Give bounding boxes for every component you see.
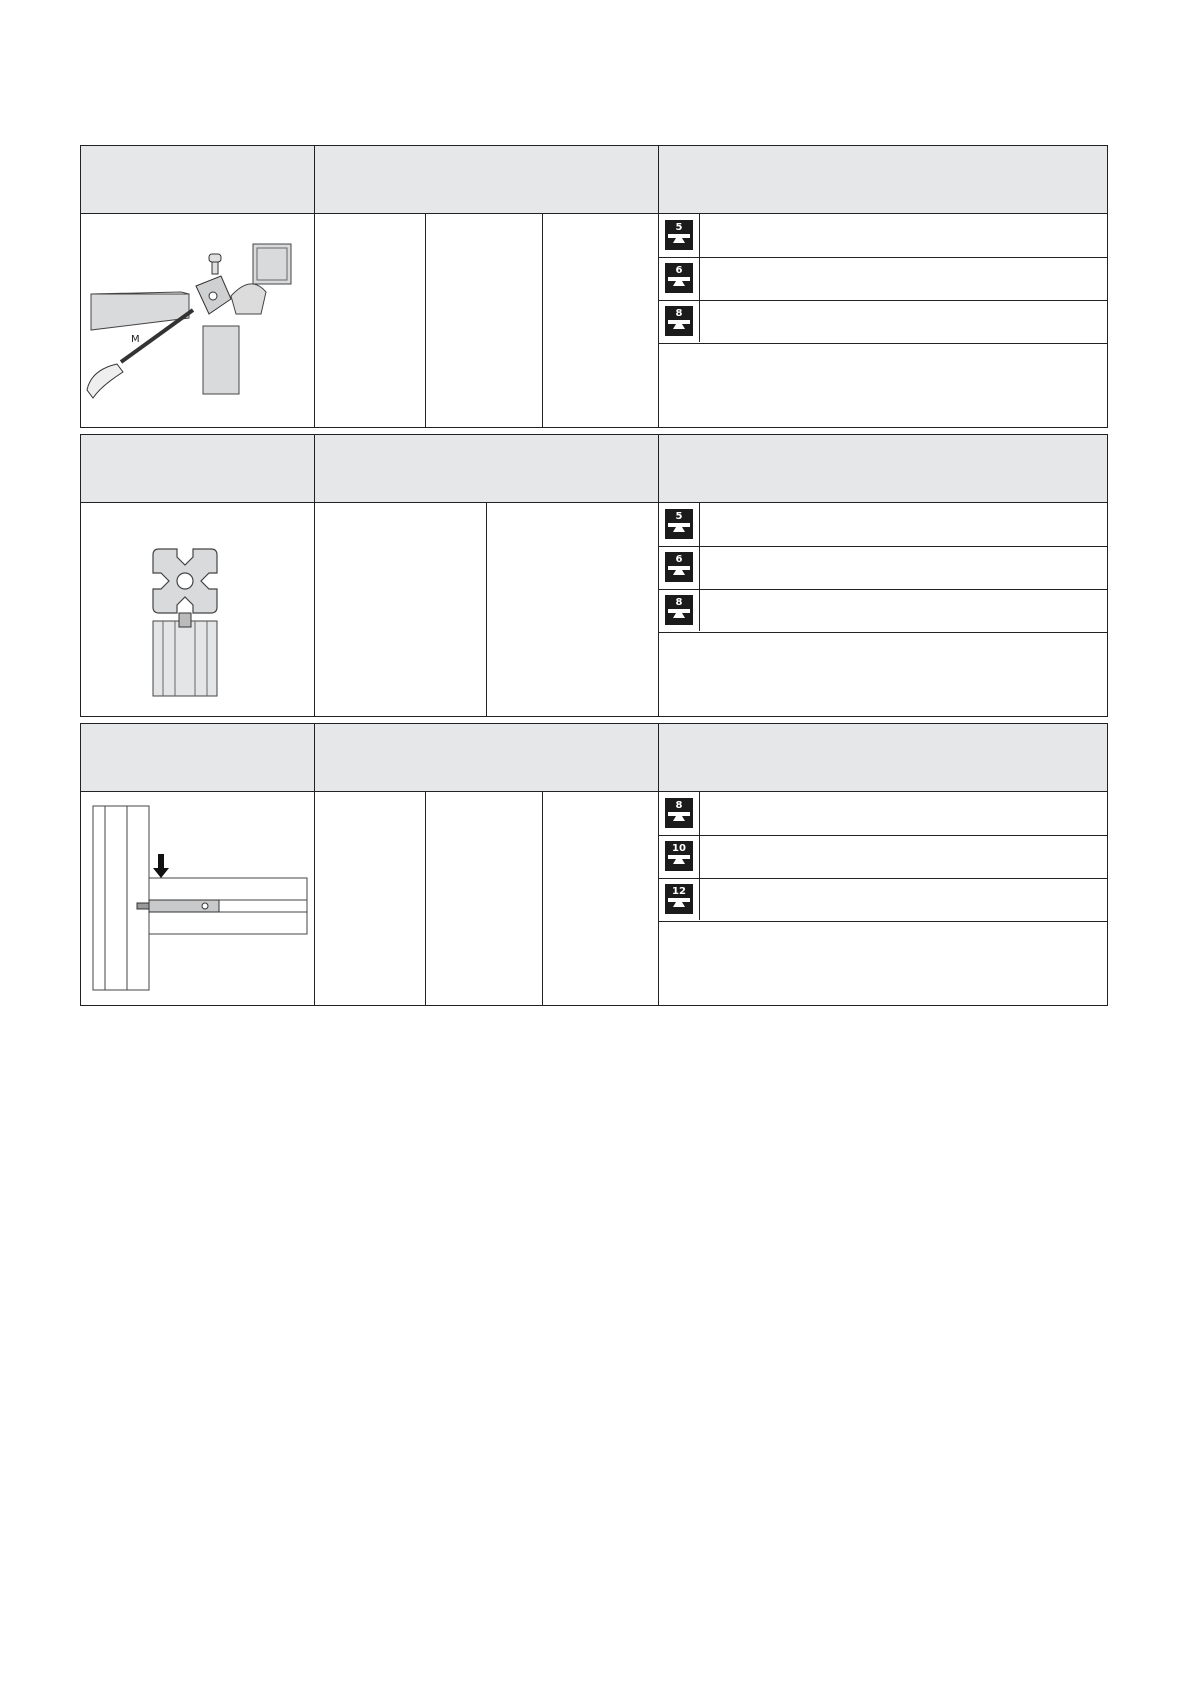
subcol-divider: [542, 792, 543, 1005]
slot-icon: [665, 521, 693, 539]
slot-size-label: 8: [675, 597, 683, 608]
slot-size-label: 5: [675, 222, 683, 233]
block-corner-connector: [80, 145, 1108, 428]
slot-size-badge: [665, 595, 693, 625]
badge-col-divider: [699, 792, 700, 920]
slot-size-label: 6: [675, 265, 683, 276]
col-divider: [314, 435, 315, 716]
slot-size-label: 5: [675, 511, 683, 522]
subcol-divider: [425, 792, 426, 1005]
col-divider: [314, 724, 315, 1005]
slot-icon: [665, 275, 693, 293]
row-divider: [658, 878, 1107, 879]
slot-icon: [665, 896, 693, 914]
col-divider: [314, 146, 315, 427]
row-divider: [658, 300, 1107, 301]
slot-size-label: 8: [675, 308, 683, 319]
slot-size-label: 8: [675, 800, 683, 811]
header-row: [81, 435, 1107, 503]
slot-size-badge: [665, 220, 693, 250]
row-divider: [658, 632, 1107, 633]
slot-icon: [665, 853, 693, 871]
subcol-divider: [425, 214, 426, 427]
col-divider: [658, 435, 659, 716]
slot-icon: [665, 564, 693, 582]
corner-connector-illustration: [81, 214, 314, 427]
t-connector-illustration: [81, 792, 314, 1005]
col-divider: [658, 146, 659, 427]
slot-size-label: 6: [675, 554, 683, 565]
block-t-connector: [80, 723, 1108, 1006]
slot-size-badge: [665, 884, 693, 914]
row-divider: [658, 835, 1107, 836]
slot-icon: [665, 232, 693, 250]
slot-size-badge: [665, 306, 693, 336]
header-row: [81, 146, 1107, 214]
slot-icon: [665, 607, 693, 625]
row-divider: [658, 546, 1107, 547]
slot-icon: [665, 810, 693, 828]
slot-size-label: 10: [672, 843, 686, 854]
slot-size-badge: [665, 263, 693, 293]
slot-size-label: 12: [672, 886, 686, 897]
row-divider: [658, 921, 1107, 922]
row-divider: [658, 589, 1107, 590]
row-divider: [658, 343, 1107, 344]
slot-size-badge: [665, 552, 693, 582]
row-divider: [658, 257, 1107, 258]
col-divider: [658, 724, 659, 1005]
slot-size-badge: [665, 798, 693, 828]
block-end-connector: [80, 434, 1108, 717]
end-connector-illustration: [81, 503, 314, 716]
subcol-divider: [542, 214, 543, 427]
slot-icon: [665, 318, 693, 336]
header-row: [81, 724, 1107, 792]
slot-size-badge: [665, 841, 693, 871]
slot-size-badge: [665, 509, 693, 539]
badge-col-divider: [699, 214, 700, 342]
badge-col-divider: [699, 503, 700, 631]
subcol-divider: [486, 503, 487, 716]
wrench-label: M: [131, 334, 140, 345]
